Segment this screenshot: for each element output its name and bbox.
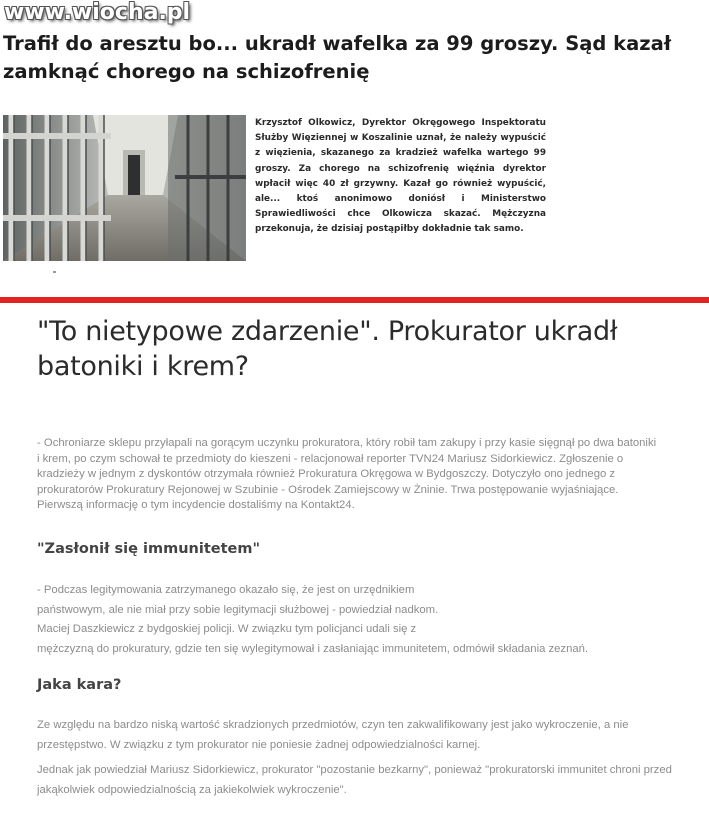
prison-bars-image <box>3 115 246 261</box>
site-watermark: www.wiocha.pl <box>4 0 191 25</box>
prison-corridor-photo <box>3 115 246 261</box>
bottom-article-intro: - Ochroniarze sklepu przyłapali na gorącym uczynku prokuratora, który robił tam zakupy i przy kasie sięgnął po dwa batoniki i krem, po czym schował te przedmioty do kieszeni - relacjonował reporter TVN24 Mariusz Sidorkiewicz. Zgłoszenie o kradzieży w jednym z dyskontów otrzymała również Prokuratura Okręgowa w Bydgoszczy. Dotyczyło ono jednego z prokuratorów Prokuratury Rejonowej w Szubinie - Ośrodek Zamiejscowy w Żninie. Trwa postępowanie wyjaśniające. Pierwszą informację o tym incydencie dostaliśmy na Kontakt24. <box>37 437 657 512</box>
quote-line: mężczyzną do prokuratury, gdzie ten się wylegitymował i zasłaniając immunitetem, odmówił składania zeznań. <box>37 642 589 655</box>
decorative-dot <box>53 271 56 273</box>
quote-line: Maciej Daszkiewicz z bydgoskiej policji. W związku tym policjanci udali się z <box>37 623 417 636</box>
section-divider <box>0 297 709 303</box>
quote-line: - Podczas legitymowania zatrzymanego okazało się, że jest on urzędnikiem <box>37 584 415 596</box>
bottom-article-headline[interactable]: "To nietypowe zdarzenie". Prokurator ukradł batoniki i krem? <box>37 316 618 382</box>
police-quote <box>37 581 677 659</box>
subheading-jaka-kara: Jaka kara? <box>37 677 122 693</box>
immunity-paragraph: Jednak jak powiedział Mariusz Sidorkiewicz, prokurator "pozostanie bezkarny", ponieważ "prokuratorski immunitet chroni przed jakąkolwiek odpowiedzialnością za jakiekolwiek wykroczenie". <box>37 764 672 796</box>
quote-line: państwowym, ale nie miał przy sobie legitymacji służbowej - powiedział nadkom. <box>37 603 439 616</box>
penalty-paragraph: Ze względu na bardzo niską wartość skradzionych przedmiotów, czyn ten zakwalifikowany jest jako wykroczenie, a nie przestępstwo. W związku z tym prokurator nie poniesie żadnej odpowiedzialności karnej. <box>37 719 629 751</box>
subheading-immunitet: "Zasłonił się immunitetem" <box>37 541 261 557</box>
top-article-headline[interactable]: Trafił do aresztu bo... ukradł wafelka za 99 groszy. Sąd kazał zamknąć chorego na schizofrenię <box>3 32 672 83</box>
top-article-body: Krzysztof Olkowicz, Dyrektor Okręgowego Inspektoratu Służby Więziennej w Koszalinie uznał, że należy wypuścić z więzienia, skazanego za kradzież wafelka wartego 99 groszy. Za chorego na schizofrenię więźnia dyrektor wpłacił więc 40 zł grzywny. Kazał go również wypuścić, ale... ktoś anonimowo doniósł i Ministerstwo Sprawiedliwości chce Olkowicza skazać. Mężczyzna przekonuja, że dzisiaj postąpiłby dokładnie tak samo. <box>255 118 546 235</box>
